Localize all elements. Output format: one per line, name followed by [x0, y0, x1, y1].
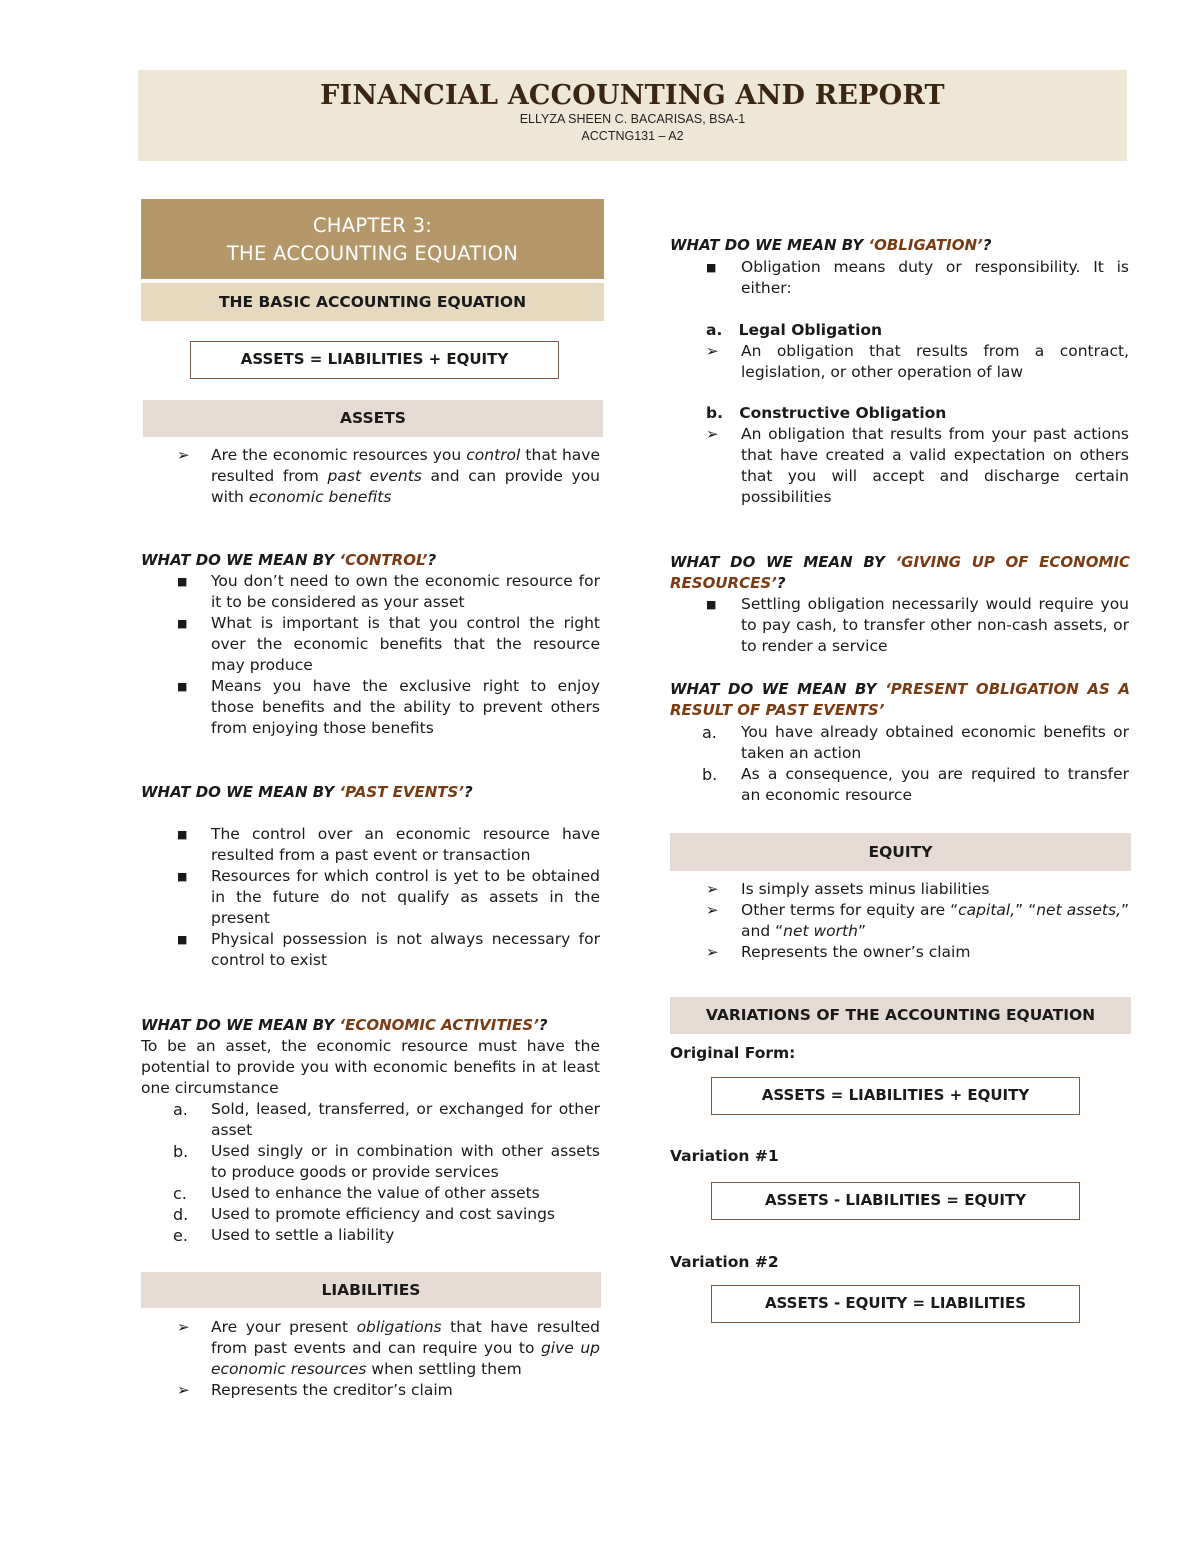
- variation-2-equation-box: ASSETS - EQUITY = LIABILITIES: [711, 1285, 1080, 1323]
- author-line: ELLYZA SHEEN C. BACARISAS, BSA-1: [519, 112, 746, 126]
- chapter-number: CHAPTER 3:: [312, 214, 433, 237]
- list-item: ■ You don’t need to own the economic resource for it to be considered as your asset: [177, 572, 600, 611]
- list-item: ■ Means you have the exclusive right to enjoy those benefits and the ability to prevent others from enjoying those benefits: [177, 677, 600, 737]
- question-economic-activities: WHAT DO WE MEAN BY ‘ECONOMIC ACTIVITIES’?: [141, 1016, 548, 1034]
- document-header: [138, 70, 1127, 161]
- question-present-obligation: WHAT DO WE MEAN BY ‘PRESENT OBLIGATION AS A RESULT OF PAST EVENTS’: [670, 680, 1130, 719]
- list-item: d. Used to promote efficiency and cost savings: [173, 1205, 555, 1224]
- list-item: e. Used to settle a liability: [173, 1226, 395, 1245]
- list-item: ➢ Represents the creditor’s claim: [177, 1381, 453, 1399]
- course-line: ACCTNG131 – A2: [581, 129, 684, 143]
- chapter-title: THE ACCOUNTING EQUATION: [226, 242, 519, 265]
- variation-2-label: Variation #2: [670, 1253, 779, 1271]
- arrow-bullet-icon: ➢: [706, 943, 719, 961]
- arrow-bullet-icon: ➢: [706, 342, 719, 360]
- square-bullet-icon: ■: [177, 575, 188, 588]
- list-item: ■ What is important is that you control the right over the economic benefits that the resource may produce: [177, 614, 600, 674]
- list-item: ■ Obligation means duty or responsibility. It is either:: [706, 258, 1129, 297]
- list-item: ■ Physical possession is not always necessary for control to exist: [177, 930, 600, 969]
- arrow-bullet-icon: ➢: [706, 901, 719, 919]
- square-bullet-icon: ■: [177, 828, 188, 841]
- control-list: [141, 571, 600, 739]
- question-obligation: WHAT DO WE MEAN BY ‘OBLIGATION’?: [670, 236, 992, 254]
- square-bullet-icon: ■: [177, 933, 188, 946]
- original-form-label: Original Form:: [670, 1044, 796, 1062]
- variation-1-label: Variation #1: [670, 1147, 779, 1165]
- list-item: ➢ Other terms for equity are “capital,” “net assets,” and “net worth”: [706, 901, 1129, 940]
- obligation-list: [670, 257, 1129, 299]
- variations-heading: VARIATIONS OF THE ACCOUNTING EQUATION: [670, 997, 1131, 1034]
- list-item: b. Used singly or in combination with other assets to produce goods or provide services: [173, 1142, 600, 1181]
- square-bullet-icon: ■: [706, 261, 717, 274]
- arrow-bullet-icon: ➢: [177, 1381, 190, 1399]
- list-item: ➢ Are your present obligations that have resulted from past events and can require you to give up economic resources when settling them: [177, 1318, 600, 1378]
- square-bullet-icon: ■: [177, 870, 188, 883]
- square-bullet-icon: ■: [177, 617, 188, 630]
- list-item: c. Used to enhance the value of other assets: [173, 1184, 540, 1203]
- arrow-bullet-icon: ➢: [177, 1318, 190, 1336]
- present-obligation-list: [670, 722, 1129, 806]
- past-events-list: [141, 824, 600, 971]
- list-item: ➢ Is simply assets minus liabilities: [706, 880, 990, 898]
- arrow-bullet-icon: ➢: [706, 880, 719, 898]
- constructive-obligation-list: [670, 424, 1129, 508]
- list-item: b. As a consequence, you are required to transfer an economic resource: [702, 765, 1129, 804]
- square-bullet-icon: ■: [177, 680, 188, 693]
- arrow-bullet-icon: ➢: [706, 425, 719, 443]
- list-item: ➢ Represents the owner’s claim: [706, 943, 971, 961]
- question-control: WHAT DO WE MEAN BY ‘CONTROL’?: [141, 551, 437, 569]
- variation-1-equation-box: ASSETS - LIABILITIES = EQUITY: [711, 1182, 1080, 1220]
- list-item: ■ Settling obligation necessarily would require you to pay cash, to transfer other non-cash assets, or to render a service: [706, 595, 1129, 655]
- question-past-events: WHAT DO WE MEAN BY ‘PAST EVENTS’?: [141, 783, 473, 801]
- chapter-banner: [141, 199, 604, 279]
- list-item: a. You have already obtained economic benefits or taken an action: [702, 723, 1129, 762]
- giving-up-list: [670, 594, 1129, 657]
- equity-list: [670, 879, 1129, 963]
- liabilities-list: [141, 1317, 600, 1401]
- assets-heading: ASSETS: [143, 400, 603, 437]
- legal-obligation-list: [670, 341, 1129, 383]
- basic-equation-box: ASSETS = LIABILITIES + EQUITY: [190, 341, 559, 379]
- list-item: ➢ An obligation that results from a contract, legislation, or other operation of law: [706, 342, 1129, 381]
- list-item: ■ The control over an economic resource have resulted from a past event or transaction: [177, 825, 600, 864]
- arrow-bullet-icon: ➢: [177, 446, 190, 464]
- basic-equation-heading: THE BASIC ACCOUNTING EQUATION: [141, 283, 604, 321]
- list-item: ■ Resources for which control is yet to be obtained in the future do not qualify as assets in the present: [177, 867, 600, 927]
- equity-heading: EQUITY: [670, 833, 1131, 871]
- list-item: a. Sold, leased, transferred, or exchanged for other asset: [173, 1100, 600, 1139]
- economic-activities-list: [141, 1099, 600, 1246]
- assets-definition-list: [141, 445, 600, 508]
- constructive-obligation-label: b. Constructive Obligation: [706, 404, 947, 422]
- list-item: ➢ Are the economic resources you control that have resulted from past events and can provide you with economic benefits: [177, 446, 601, 506]
- economic-activities-intro: To be an asset, the economic resource must have the potential to provide you with economic benefits in at least one circumstance: [141, 1037, 600, 1097]
- original-equation-box: ASSETS = LIABILITIES + EQUITY: [711, 1077, 1080, 1115]
- list-item: ➢ An obligation that results from your past actions that have created a valid expectation on others that you will accept and discharge certain possibilities: [706, 425, 1129, 506]
- question-giving-up: WHAT DO WE MEAN BY ‘GIVING UP OF ECONOMIC RESOURCES’?: [670, 553, 1130, 592]
- document-title: FINANCIAL ACCOUNTING AND REPORT: [320, 80, 945, 111]
- liabilities-heading: LIABILITIES: [141, 1272, 601, 1308]
- legal-obligation-label: a. Legal Obligation: [706, 321, 883, 339]
- square-bullet-icon: ■: [706, 598, 717, 611]
